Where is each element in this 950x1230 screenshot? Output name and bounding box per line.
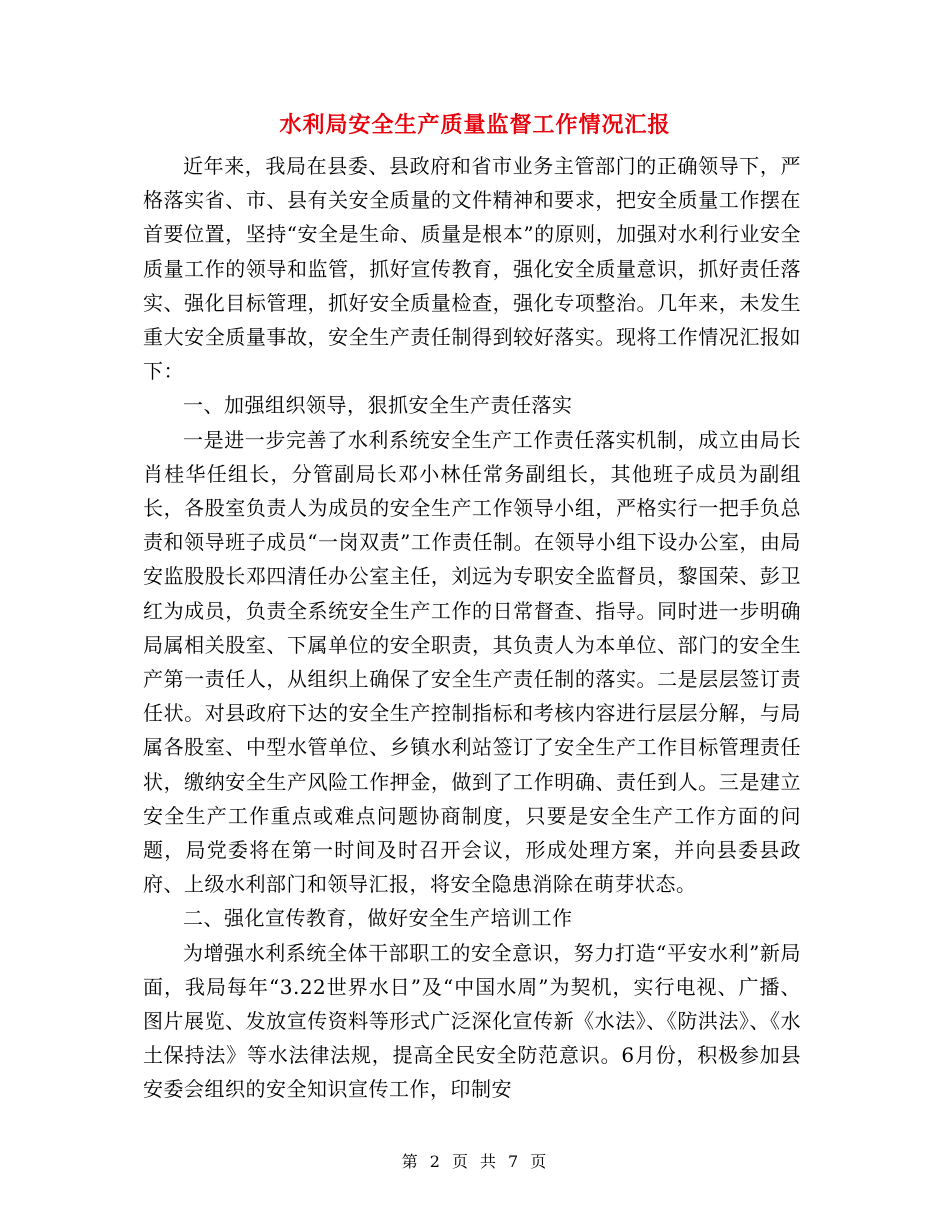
section-heading-2: 二、强化宣传教育，做好安全生产培训工作	[183, 906, 573, 931]
section-heading-1: 一、加强组织领导，狠抓安全生产责任落实	[183, 393, 573, 418]
footer-label-total: 共	[480, 1152, 499, 1171]
footer-label-page: 第	[401, 1152, 420, 1171]
footer-label-ye: 页	[451, 1152, 470, 1171]
paragraph-intro: 近年来，我局在县委、县政府和省市业务主管部门的正确领导下，严格落实省、市、县有关安全质量的文件精神和要求，把安全质量工作摆在首要位置，坚持“安全是生命、质量是根本”的原则，加强对水利行业安全质量工作的领导和监管，抓好宣传教育，强化安全质量意识，抓好责任落实、强化目标管理，抓好安全质量检查，强化专项整治。几年来，未发生重大安全质量事故，安全生产责任制得到较好落实。现将工作情况汇报如下：	[143, 154, 801, 384]
paragraph-section-2: 为增强水利系统全体干部职工的安全意识，努力打造“平安水利”新局面，我局每年“3.22世界水日”及“中国水周”为契机，实行电视、广播、图片展览、发放宣传资料等形式广泛深化宣传新《水法》、《防洪法》、《水土保持法》等水法律法规，提高全民安全防范意识。6月份，积极参加县安委会组织的安全知识宣传工作，印制安	[143, 940, 801, 1102]
paragraph-section-1: 一是进一步完善了水利系统安全生产工作责任落实机制，成立由局长肖桂华任组长，分管副局长邓小林任常务副组长，其他班子成员为副组长，各股室负责人为成员的安全生产工作领导小组，严格实行一把手负总责和领导班子成员“一岗双责”工作责任制。在领导小组下设办公室，由局安监股股长邓四清任办公室主任，刘远为专职安全监督员，黎国荣、彭卫红为成员，负责全系统安全生产工作的日常督查、指导。同时进一步明确局属相关股室、下属单位的安全职责，其负责人为本单位、部门的安全生产第一责任人，从组织上确保了安全生产责任制的落实。二是层层签订责任状。对县政府下达的安全生产控制指标和考核内容进行层层分解，与局属各股室、中型水管单位、乡镇水利站签订了安全生产工作目标管理责任状，缴纳安全生产风险工作押金，做到了工作明确、责任到人。三是建立安全生产工作重点或难点问题协商制度，只要是安全生产工作方面的问题，局党委将在第一时间及时召开会议，形成处理方案，并向县委县政府、上级水利部门和领导汇报，将安全隐患消除在萌芽状态。	[143, 427, 801, 897]
footer-total-pages: 7	[508, 1152, 521, 1171]
document-title: 水利局安全生产质量监督工作情况汇报	[279, 112, 671, 138]
footer-current-page: 2	[429, 1152, 442, 1171]
page-footer	[0, 1150, 950, 1174]
footer-label-ye2: 页	[530, 1152, 549, 1171]
document-body	[143, 149, 801, 1107]
